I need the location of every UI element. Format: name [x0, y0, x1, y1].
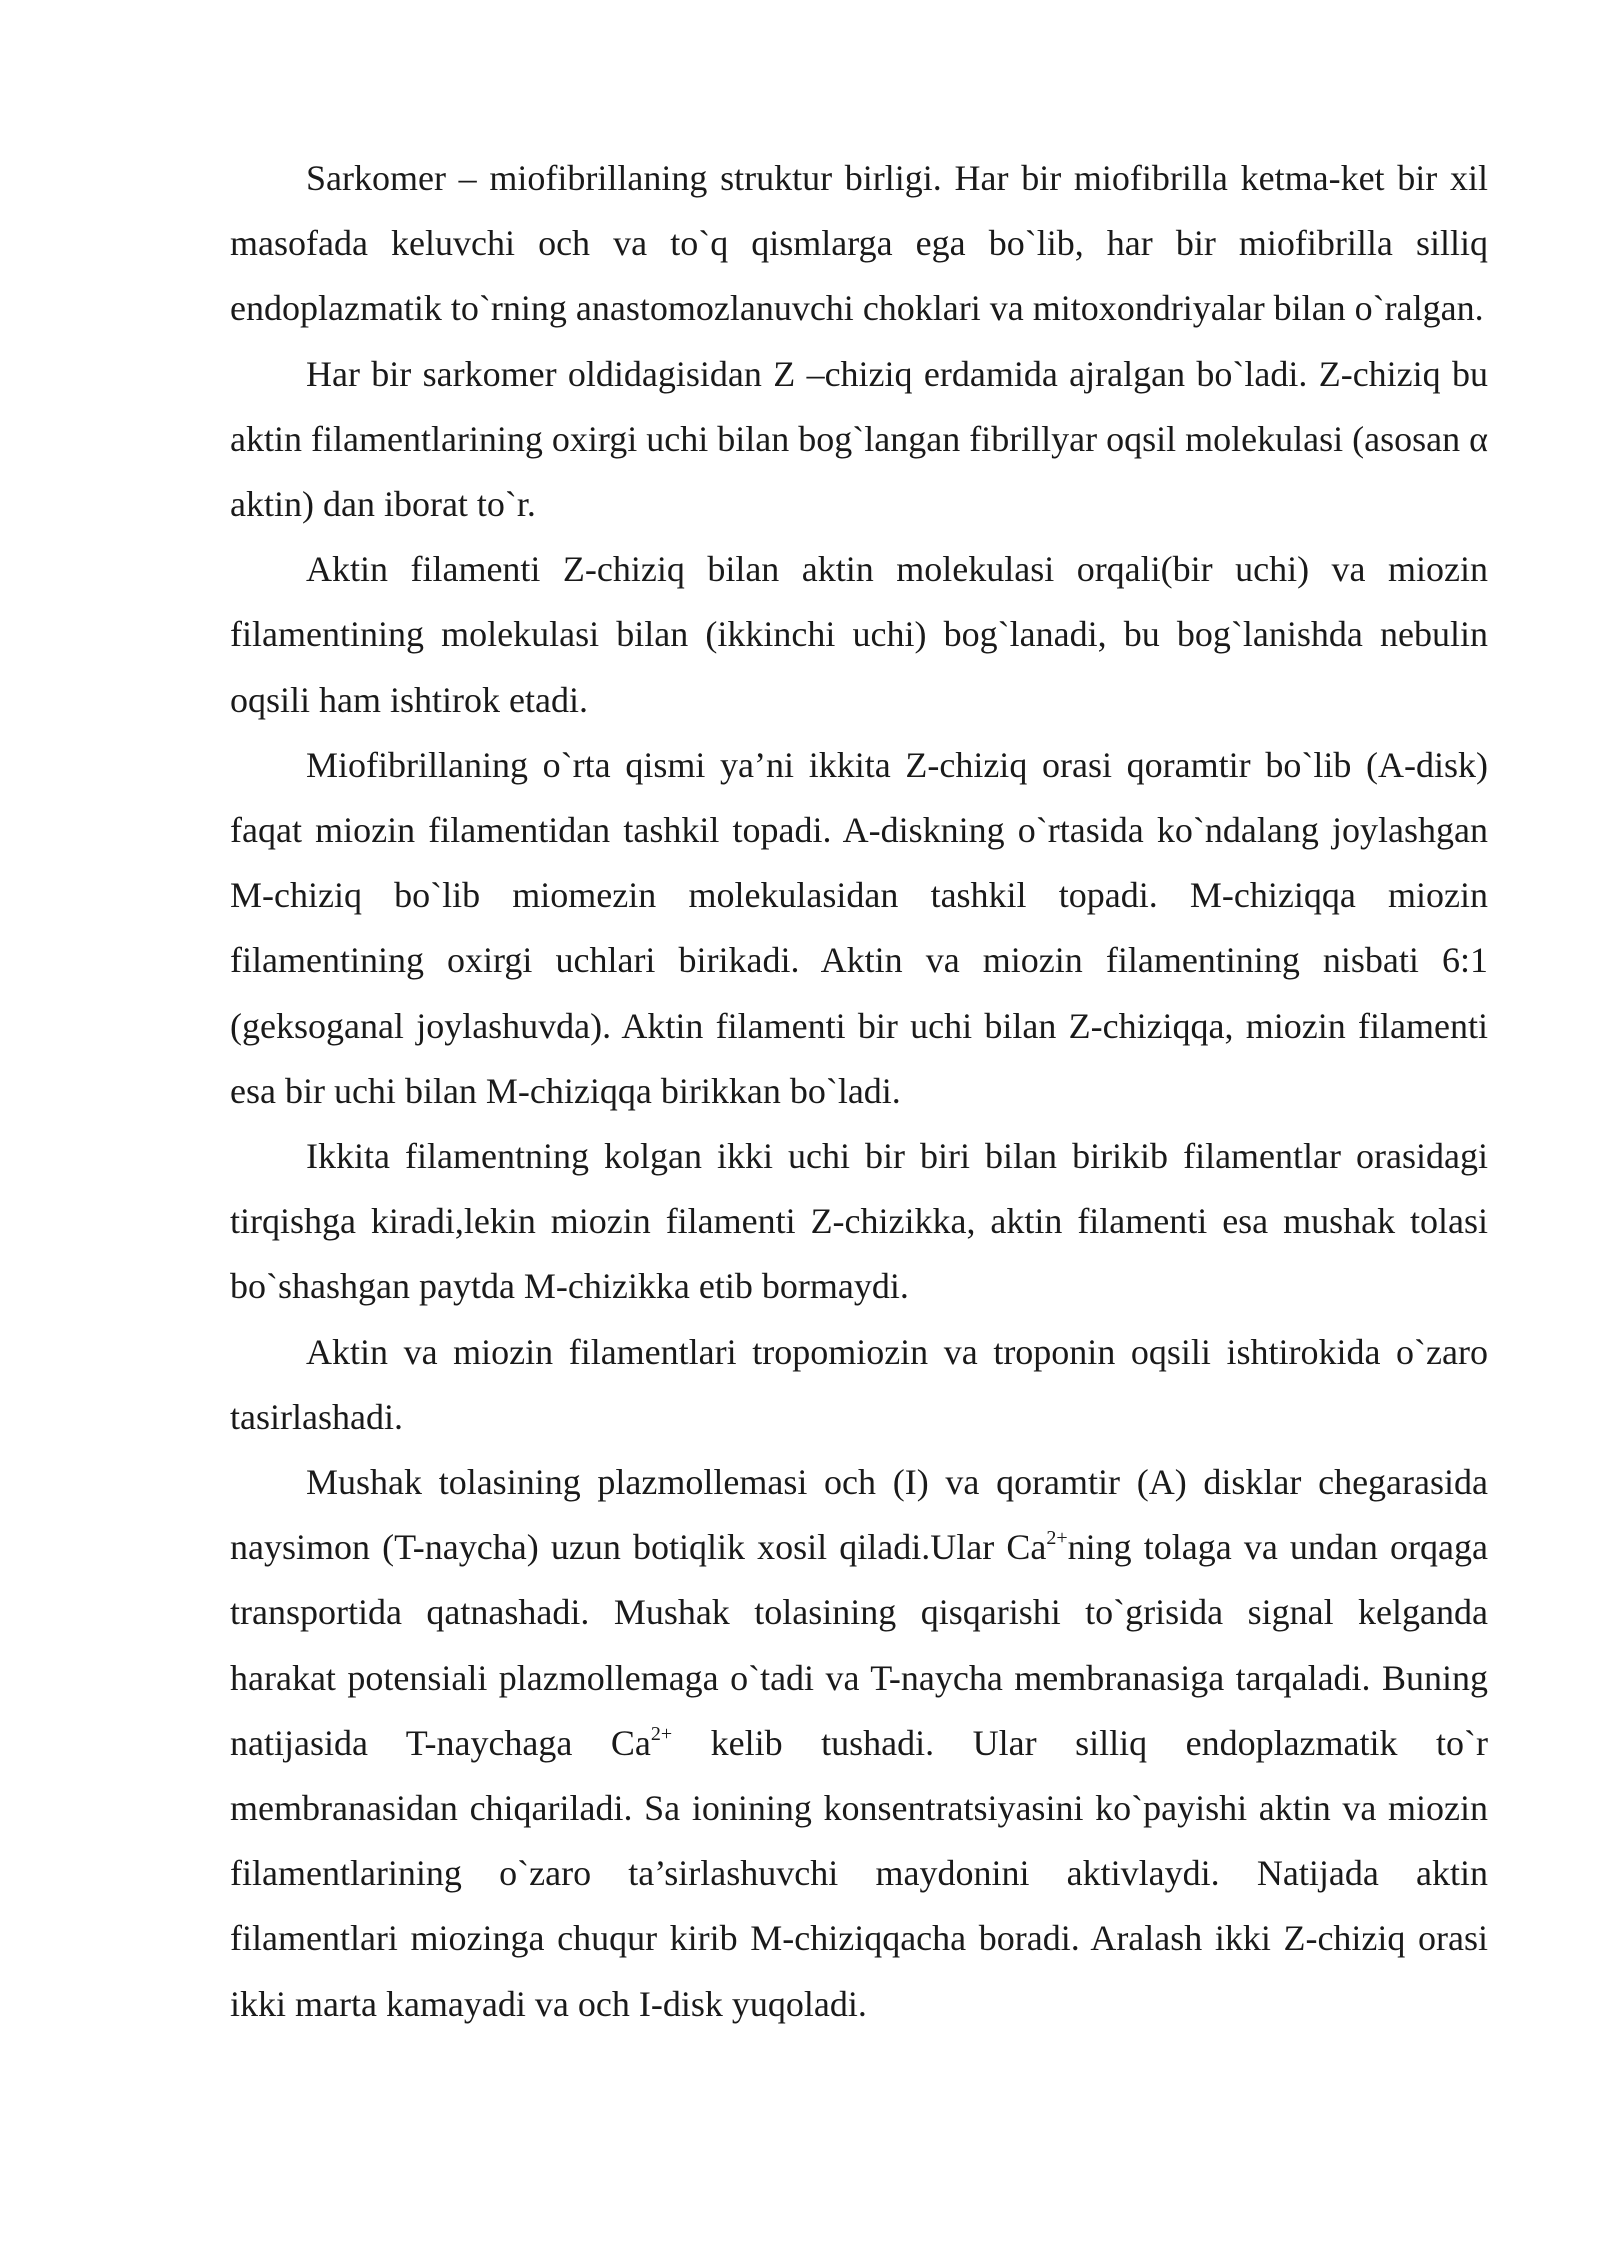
document-page	[230, 146, 1488, 2037]
paragraph-miofibrilla-orta-qismi: Miofibrillaning o`rta qismi ya’ni ikkita Z-chiziq orasi qoramtir bo`lib (A-disk) faqat miozin filamentidan tashkil topadi. A-diskning o`rtasida ko`ndalang joylashgan M-chiziq bo`lib miomezin molekulasidan tashkil topadi. M-chiziqqa miozin filamentining oxirgi uchlari birikadi. Aktin va miozin filamentining nisbati 6:1 (geksoganal joylashuvda). Aktin filamenti bir uchi bilan Z-chiziqqa, miozin filamenti esa bir uchi bilan M-chiziqqa birikkan bo`ladi.	[230, 744, 1488, 1111]
paragraph-text-part: kelib tushadi. Ular silliq endoplazmatik to`r membranasidan chiqariladi. Sa ionining konsentratsiyasini ko`payishi aktin va miozin filamentlarining o`zaro ta’sirlashuvchi maydonini aktivlaydi. Natijada aktin filamentlari miozinga chuqur kirib M-chiziqqacha boradi. Aralash ikki Z-chiziq orasi ikki marta kamayadi va och I-disk yuqoladi.	[230, 1722, 1488, 2024]
paragraph-sarkomer: Sarkomer – miofibrillaning struktur birligi. Har bir miofibrilla ketma-ket bir xil masofada keluvchi och va to`q qismlarga ega bo`lib, har bir miofibrilla silliq endoplazmatik to`rning anastomozlanuvchi choklari va mitoxondriyalar bilan o`ralgan.	[230, 158, 1488, 329]
superscript-charge: 2+	[1046, 1527, 1068, 1550]
paragraph-mushak-tolasi	[230, 1450, 1488, 2037]
paragraph-tropomiozin: Aktin va miozin filamentlari tropomiozin va troponin oqsili ishtirokida o`zaro tasirlashadi.	[230, 1331, 1488, 1437]
paragraph-aktin-filamenti: Aktin filamenti Z-chiziq bilan aktin molekulasi orqali(bir uchi) va miozin filamentining molekulasi bilan (ikkinchi uchi) bog`lanadi, bu bog`lanishda nebulin oqsili ham ishtirok etadi.	[230, 549, 1488, 720]
paragraph-text-part: ning tolaga va undan orqaga transportida qatnashadi. Mushak tolasining qisqarishi to`grisida signal kelganda harakat potensiali plazmollemaga o`tadi va T-naycha membranasiga tarqaladi. Buning natijasida T-naychaga Ca	[230, 1527, 1488, 1763]
superscript-charge: 2+	[650, 1722, 673, 1745]
paragraph-filamentlar-tirqishi: Ikkita filamentning kolgan ikki uchi bir biri bilan birikib filamentlar orasidagi tirqishga kiradi,lekin miozin filamenti Z-chizikka, aktin filamenti esa mushak tolasi bo`shashgan paytda M-chizikka etib bormaydi.	[230, 1136, 1488, 1307]
paragraph-z-chiziq: Har bir sarkomer oldidagisidan Z –chiziq erdamida ajralgan bo`ladi. Z-chiziq bu aktin filamentlarining oxirgi uchi bilan bog`langan fibrillyar oqsil molekulasi (asosan α aktin) dan iborat to`r.	[230, 353, 1488, 525]
paragraph-text-part: Mushak tolasining plazmollemasi och (I) va qoramtir (A) disklar chegarasida naysimon (T-naycha) uzun botiqlik xosil qiladi.Ular Ca	[230, 1462, 1488, 1568]
